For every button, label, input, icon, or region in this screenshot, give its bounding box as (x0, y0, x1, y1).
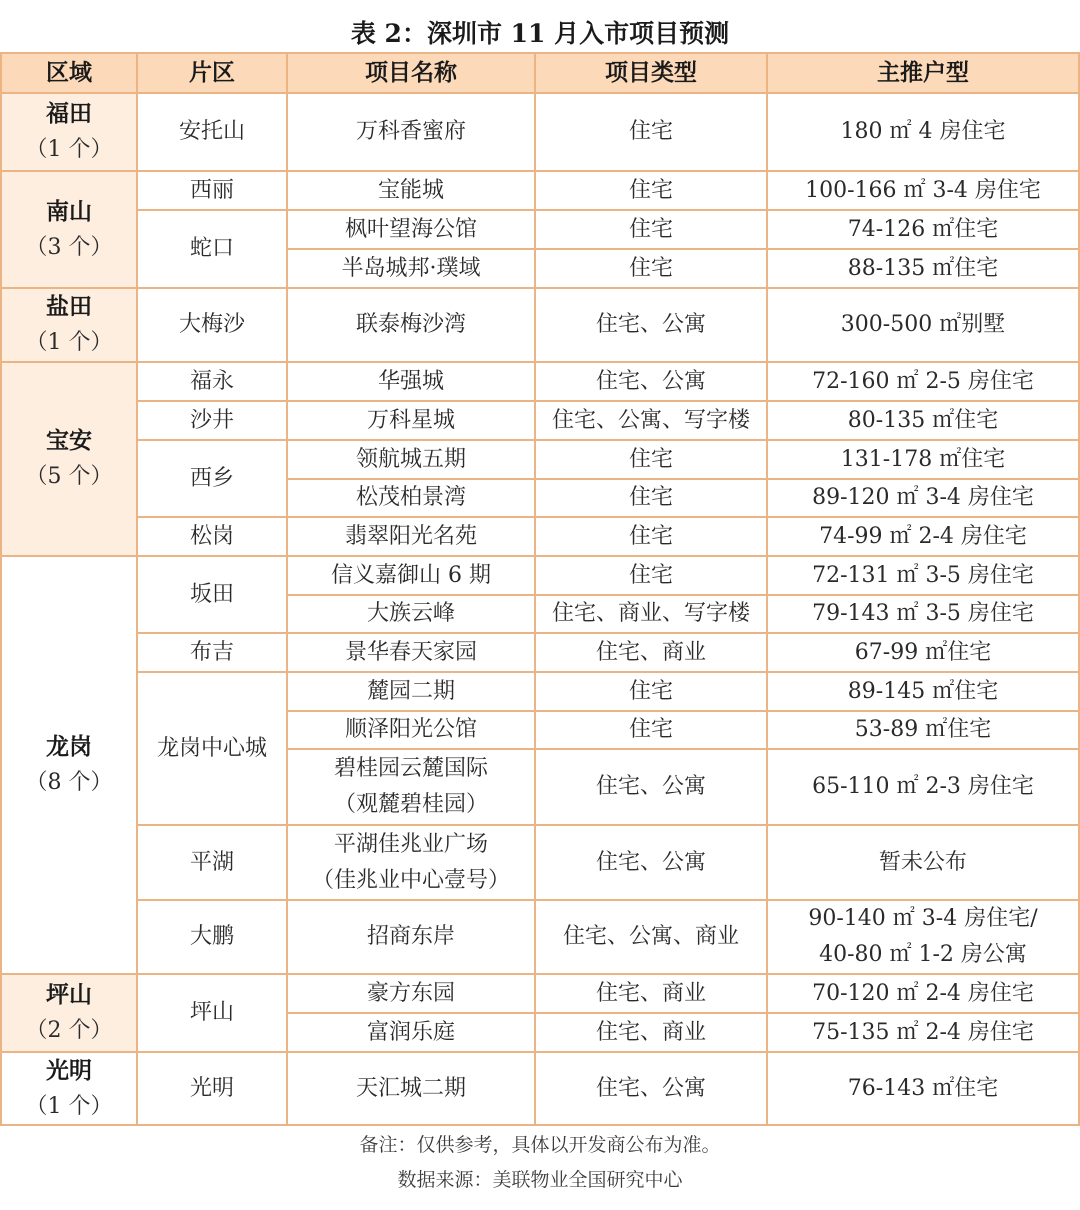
region-count: （1 个） (25, 330, 113, 355)
project-name-cell: 领航城五期 (288, 441, 536, 480)
area-cell: 布吉 (138, 634, 288, 673)
header-area: 片区 (138, 54, 288, 94)
area-cell: 蛇口 (138, 211, 288, 289)
project-name-cell: 松茂柏景湾 (288, 480, 536, 518)
area-cell: 大鹏 (138, 901, 288, 975)
main-units-cell: 88-135 ㎡住宅 (768, 250, 1078, 289)
main-units-cell: 70-120 ㎡ 2-4 房住宅 (768, 975, 1078, 1014)
area-cell: 坂田 (138, 557, 288, 634)
region-name: 坪山 (46, 981, 92, 1008)
main-units-cell: 72-131 ㎡ 3-5 房住宅 (768, 557, 1078, 596)
region-name: 宝安 (46, 427, 92, 454)
project-type-cell: 住宅、公寓 (536, 826, 768, 901)
area-cell: 沙井 (138, 402, 288, 441)
project-name-cell: 万科香蜜府 (288, 94, 536, 172)
project-name-cell: 豪方东园 (288, 975, 536, 1014)
region-name: 龙岗 (46, 733, 92, 760)
project-type-cell: 住宅 (536, 712, 768, 750)
main-units-cell: 72-160 ㎡ 2-5 房住宅 (768, 363, 1078, 402)
header-region: 区域 (2, 54, 138, 94)
project-type-cell: 住宅 (536, 480, 768, 518)
main-units-cell: 65-110 ㎡ 2-3 房住宅 (768, 750, 1078, 826)
region-cell (2, 172, 138, 289)
remark-note: 备注：仅供参考，具体以开发商公布为准。 (359, 1134, 721, 1156)
main-units-cell: 100-166 ㎡ 3-4 房住宅 (768, 172, 1078, 211)
area-cell: 西丽 (138, 172, 288, 211)
project-type-cell: 住宅 (536, 94, 768, 172)
project-name-cell: 宝能城 (288, 172, 536, 211)
main-units-cell: 74-99 ㎡ 2-4 房住宅 (768, 518, 1078, 557)
project-type-cell: 住宅、公寓、商业 (536, 901, 768, 975)
main-units-cell: 53-89 ㎡住宅 (768, 712, 1078, 750)
area-cell: 安托山 (138, 94, 288, 172)
project-type-cell: 住宅 (536, 673, 768, 712)
region-count: （8 个） (25, 770, 113, 795)
main-units-cell: 80-135 ㎡住宅 (768, 402, 1078, 441)
area-cell: 松岗 (138, 518, 288, 557)
region-cell (2, 557, 138, 975)
source-note: 数据来源：美联物业全国研究中心 (397, 1169, 683, 1191)
project-type-cell: 住宅、商业 (536, 1014, 768, 1053)
project-name-cell: 顺泽阳光公馆 (288, 712, 536, 750)
main-units-cell: 89-120 ㎡ 3-4 房住宅 (768, 480, 1078, 518)
project-type-cell: 住宅 (536, 557, 768, 596)
project-name-line: （观麓碧桂园） (333, 792, 488, 817)
project-name-cell: 天汇城二期 (288, 1053, 536, 1124)
project-type-cell: 住宅 (536, 250, 768, 289)
header-main-units: 主推户型 (768, 54, 1078, 94)
region-count: （1 个） (25, 137, 113, 162)
project-forecast-table (0, 52, 1080, 1126)
area-cell: 平湖 (138, 826, 288, 901)
area-cell: 福永 (138, 363, 288, 402)
project-type-cell: 住宅、公寓 (536, 750, 768, 826)
project-type-cell: 住宅、公寓 (536, 363, 768, 402)
project-name-cell (288, 750, 536, 826)
project-name-line: 碧桂园云麓国际 (333, 756, 488, 781)
region-cell (2, 94, 138, 172)
project-name-cell: 联泰梅沙湾 (288, 289, 536, 363)
region-count: （5 个） (25, 464, 113, 489)
region-name: 盐田 (46, 293, 92, 320)
main-units-line: 90-140 ㎡ 3-4 房住宅/ (808, 906, 1038, 931)
project-name-cell: 大族云峰 (288, 596, 536, 634)
main-units-cell: 180 ㎡ 4 房住宅 (768, 94, 1078, 172)
project-name-cell: 半岛城邦·璞域 (288, 250, 536, 289)
project-type-cell: 住宅 (536, 172, 768, 211)
main-units-cell: 131-178 ㎡住宅 (768, 441, 1078, 480)
project-name-cell: 翡翠阳光名苑 (288, 518, 536, 557)
project-type-cell: 住宅、公寓、写字楼 (536, 402, 768, 441)
project-name-cell: 景华春天家园 (288, 634, 536, 673)
project-type-cell: 住宅、商业 (536, 975, 768, 1014)
project-name-cell: 富润乐庭 (288, 1014, 536, 1053)
project-name-cell: 万科星城 (288, 402, 536, 441)
region-cell (2, 363, 138, 557)
main-units-cell: 79-143 ㎡ 3-5 房住宅 (768, 596, 1078, 634)
region-count: （1 个） (25, 1093, 113, 1119)
region-name: 福田 (46, 100, 92, 127)
project-type-cell: 住宅 (536, 441, 768, 480)
project-name-cell (288, 826, 536, 901)
main-units-cell: 74-126 ㎡住宅 (768, 211, 1078, 250)
area-cell: 大梅沙 (138, 289, 288, 363)
region-count: （3 个） (25, 234, 113, 260)
area-cell: 光明 (138, 1053, 288, 1124)
main-units-cell (768, 901, 1078, 975)
region-name: 南山 (46, 197, 92, 225)
area-cell: 西乡 (138, 441, 288, 518)
region-cell (2, 975, 138, 1053)
project-name-line: 平湖佳兆业广场 (333, 831, 488, 857)
region-cell (2, 289, 138, 363)
header-project-type: 项目类型 (536, 54, 768, 94)
region-name: 光明 (46, 1056, 92, 1084)
header-project-name: 项目名称 (288, 54, 536, 94)
region-cell (2, 1053, 138, 1124)
project-name-cell: 信义嘉御山 6 期 (288, 557, 536, 596)
main-units-cell: 67-99 ㎡住宅 (768, 634, 1078, 673)
project-name-cell: 招商东岸 (288, 901, 536, 975)
table-title: 表 2：深圳市 11 月入市项目预测 (350, 19, 730, 48)
main-units-cell: 89-145 ㎡住宅 (768, 673, 1078, 712)
project-name-line: （佳兆业中心壹号） (311, 867, 510, 893)
main-units-cell: 暂未公布 (768, 826, 1078, 901)
area-cell: 龙岗中心城 (138, 673, 288, 826)
project-type-cell: 住宅、公寓 (536, 289, 768, 363)
main-units-cell: 300-500 ㎡别墅 (768, 289, 1078, 363)
project-type-cell: 住宅、商业 (536, 634, 768, 673)
main-units-cell: 76-143 ㎡住宅 (847, 1075, 999, 1101)
main-units-line: 40-80 ㎡ 1-2 房公寓 (819, 942, 1027, 967)
area-cell: 坪山 (138, 975, 288, 1053)
project-name-cell: 枫叶望海公馆 (288, 211, 536, 250)
main-units-cell: 75-135 ㎡ 2-4 房住宅 (768, 1014, 1078, 1053)
region-count: （2 个） (25, 1018, 113, 1043)
project-type-cell: 住宅、公寓 (536, 1053, 768, 1124)
project-type-cell: 住宅 (536, 211, 768, 250)
project-type-cell: 住宅 (536, 518, 768, 557)
project-type-cell: 住宅、商业、写字楼 (536, 596, 768, 634)
project-name-cell: 华强城 (288, 363, 536, 402)
project-name-cell: 麓园二期 (288, 673, 536, 712)
